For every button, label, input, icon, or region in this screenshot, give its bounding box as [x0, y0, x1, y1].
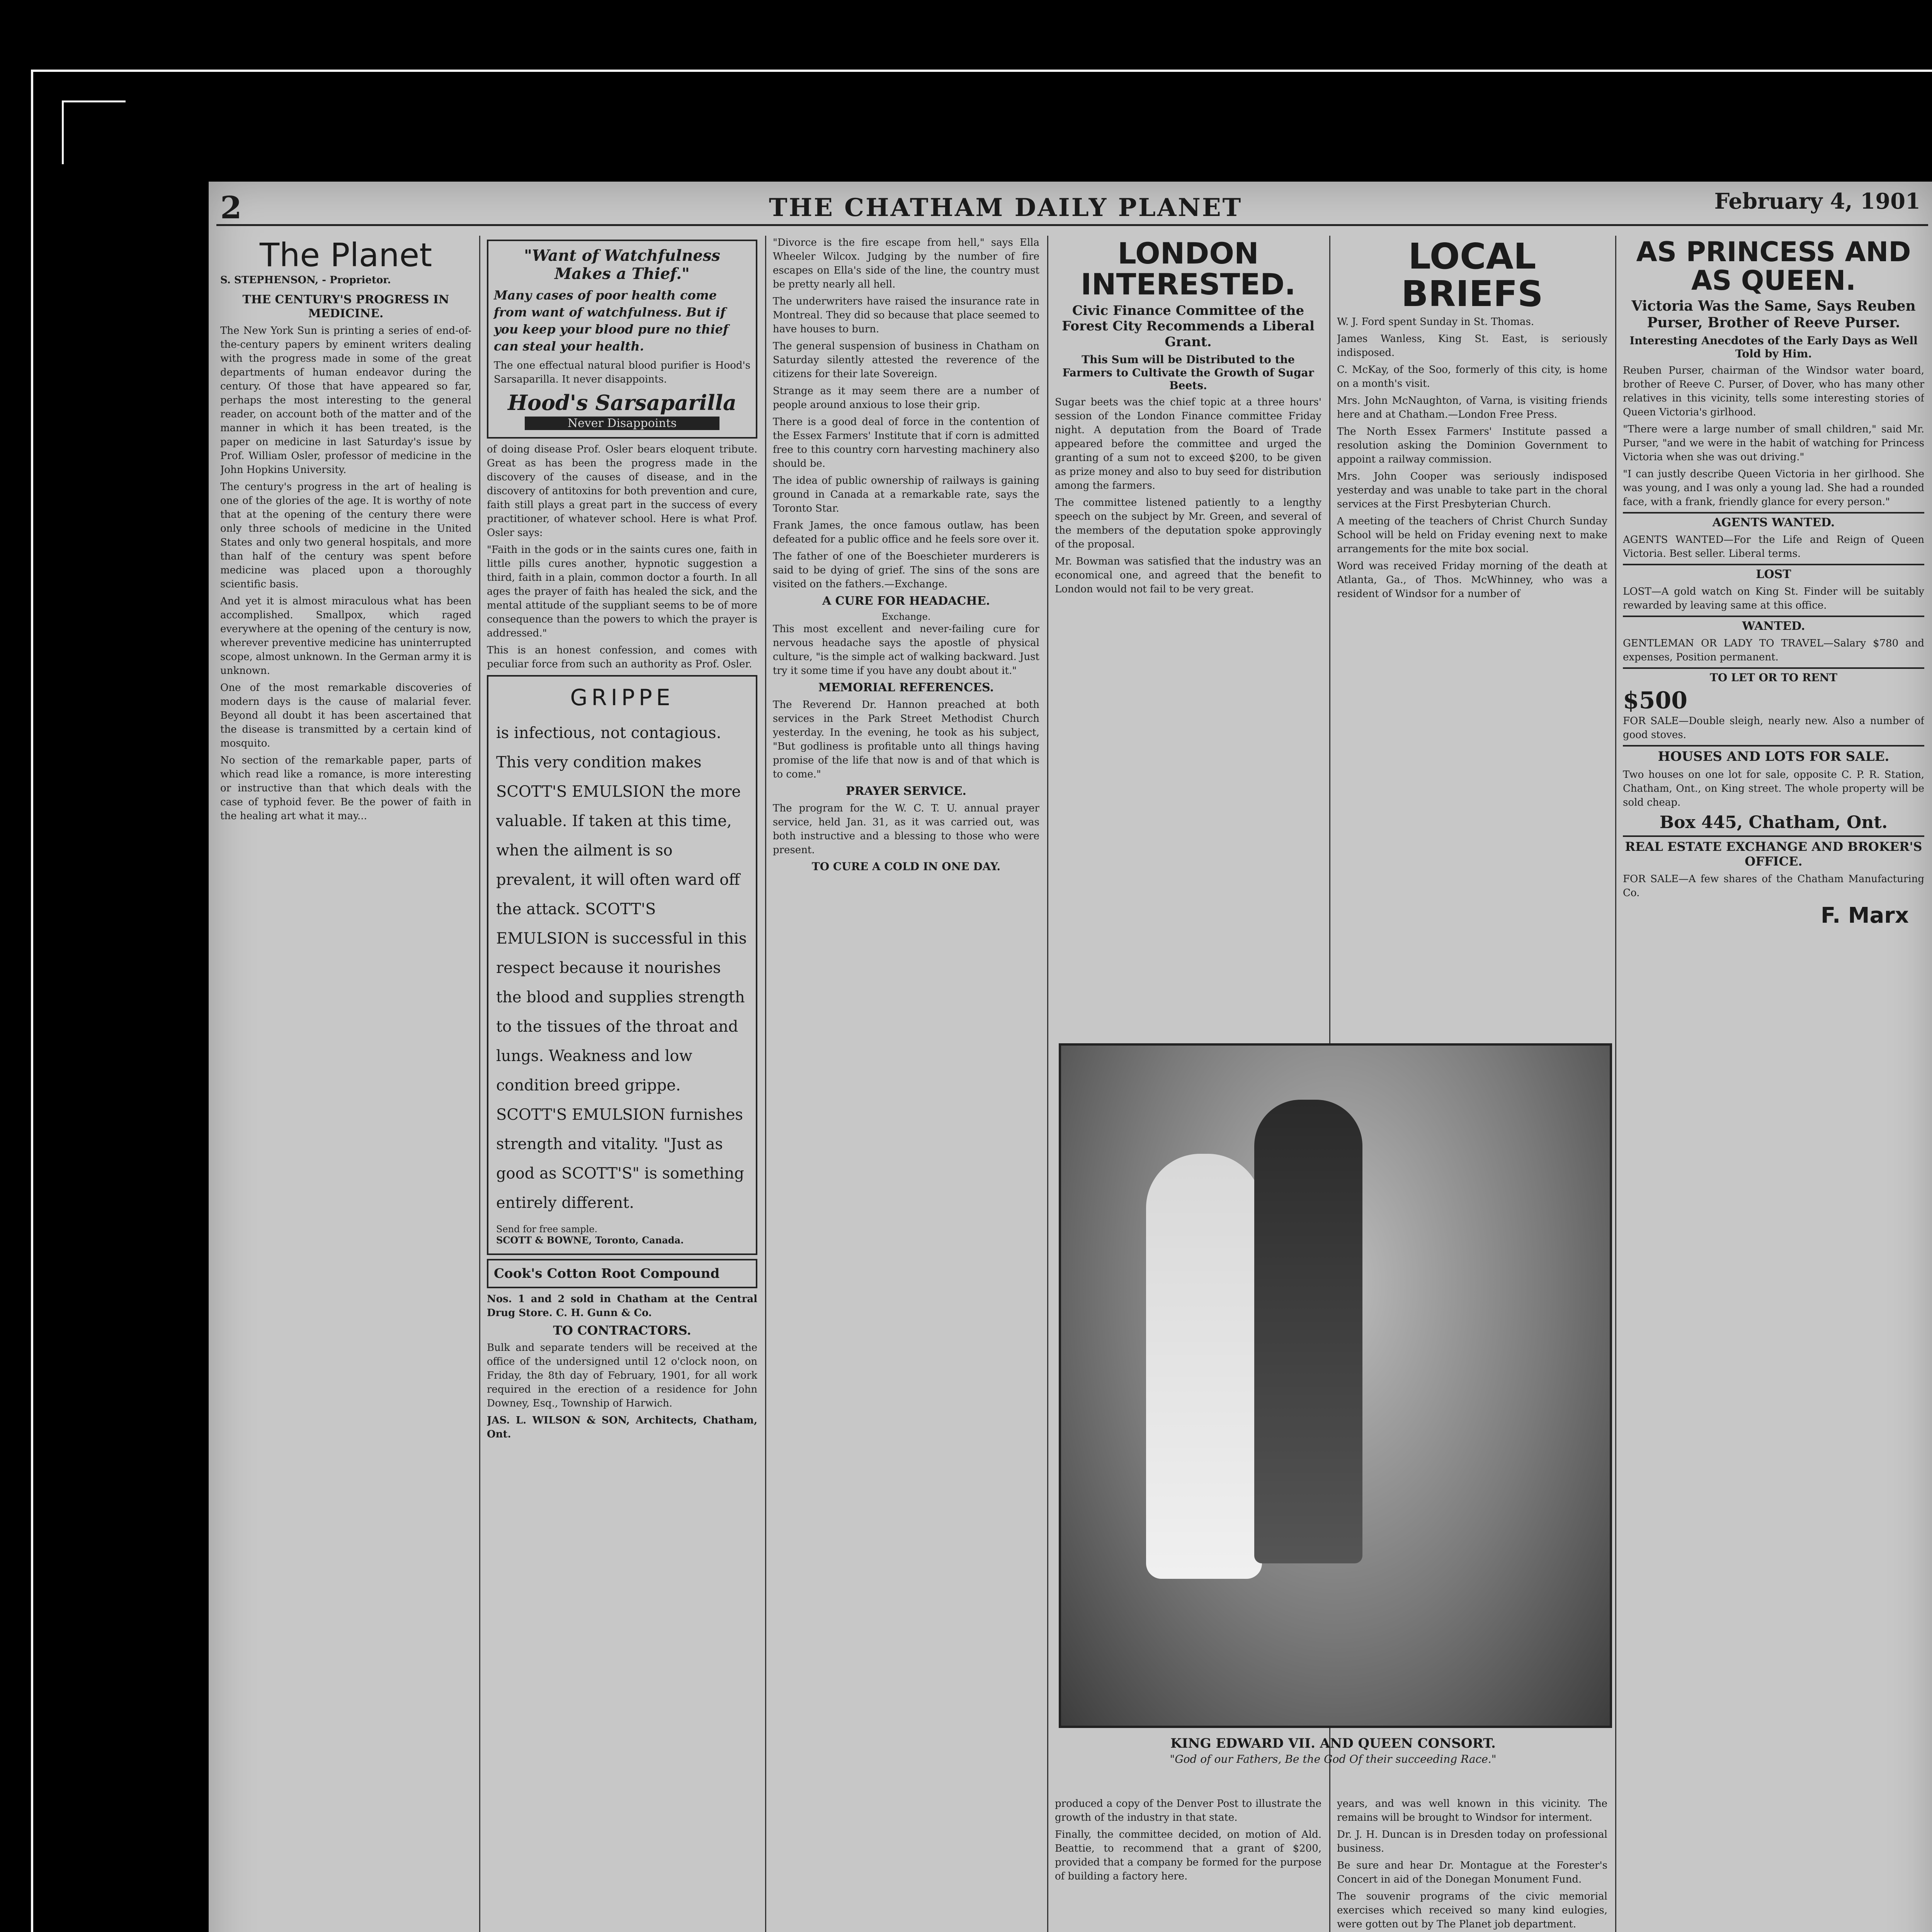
- editorial-title: The Planet: [259, 236, 432, 274]
- wanted-title: WANTED.: [1623, 616, 1924, 633]
- brief-paragraph: W. J. Ford spent Sunday in St. Thomas.: [1337, 316, 1534, 328]
- sale-text: FOR SALE—Double sleigh, nearly new. Also a number of good stoves.: [1623, 715, 1924, 741]
- article-heading: THE CENTURY'S PROGRESS IN MEDICINE.: [242, 293, 449, 321]
- masthead-rule: [216, 224, 1928, 226]
- brief-paragraph: Be sure and hear Dr. Montague at the Forester's Concert in aid of the Donegan Monument Fund.: [1337, 1860, 1607, 1885]
- lost-text: LOST—A gold watch on King St. Finder will be suitably rewarded by leaving same at this office.: [1623, 585, 1924, 611]
- rent-price: $500: [1623, 687, 1687, 714]
- houses-text: Two houses on one lot for sale, opposite C. P. R. Station, Chatham, Ont., on King street. The whole property will be sold cheap.: [1623, 769, 1924, 808]
- article-paragraph: The century's progress in the art of healing is one of the glories of the age. It is worthy of note that at the opening of the century there were only three schools of medicine in the United States and only two general hospitals, and more than half of the century was spent before medicine was placed upon a thoroughly scientific basis.: [220, 481, 471, 590]
- paper-title: THE CHATHAM DAILY PLANET: [769, 193, 1243, 222]
- brief-paragraph: Word was received Friday morning of the death at Atlanta, Ga., of Thos. McWhinney, who was a resident of Windsor for a number of: [1337, 560, 1607, 600]
- article-paragraph: of doing disease Prof. Osler bears eloquent tribute. Great as has been the progress made in the discovery of the causes of disease, and in the discovery of antitoxins for both prevention and cure, faith still plays a great part in the success of every practitioner, of whatever school. Here is what Prof. Osler says:: [487, 444, 757, 539]
- london-paragraph: Sugar beets was the chief topic at a three hours' session of the London Finance committee Friday night. A deputation from the Board of Trade appeared before the committee and urged the granting of a sum not to exceed $200, to be given as prize money and also to buy seed for distribution among the farmers.: [1055, 396, 1321, 492]
- brief-paragraph: James Wanless, King St. East, is seriously indisposed.: [1337, 333, 1607, 359]
- rent-title: TO LET OR TO RENT: [1623, 667, 1924, 684]
- grippe-text: is infectious, not contagious. This very condition makes SCOTT'S EMULSION the more valuable. If taken at this time, when the ailment is so prevalent, it will often ward off the attack. SCOTT'S EMULSION is successful in this respect because it nourishes the blood and supplies strength to the tissues of the throat and lungs. Weakness and low condition breed grippe. SCOTT'S EMULSION furnishes strength and vitality. "Just as good as SCOTT'S" is something entirely different.: [496, 724, 747, 1212]
- column-planet: [220, 236, 471, 1932]
- london-paragraph: The committee listened patiently to a lengthy speech on the subject by Mr. Green, and several of the members of the deputation spoke approvingly of the proposal.: [1055, 497, 1321, 550]
- brief-paragraph: The souvenir programs of the civic memorial exercises which received so many kind eulogies, were gotten out by The Planet job department.: [1337, 1891, 1607, 1930]
- realestate-title: REAL ESTATE EXCHANGE AND BROKER'S OFFICE.: [1623, 835, 1924, 869]
- grippe-title: GRIPPE: [570, 684, 674, 711]
- king-figure: [1254, 1100, 1362, 1563]
- note-paragraph: There is a good deal of force in the contention of the Essex Farmers' Institute that if corn is admitted free to this country corn harvesting machinery also should be.: [773, 416, 1039, 469]
- masthead: [209, 182, 1932, 240]
- hoods-ad-body: Many cases of poor health come from want of watchfulness. But if you keep your blood pure no thief can steal your health.: [494, 288, 728, 354]
- photo-subcaption: "God of our Fathers, Be the God Of their succeeding Race.": [1170, 1753, 1497, 1765]
- note-paragraph: Strange as it may seem there are a number of people around anxious to lose their grip.: [773, 385, 1039, 411]
- article-paragraph: This is an honest confession, and comes with peculiar force from such an authority as Prof. Osler.: [487, 645, 757, 670]
- column-rule: [1047, 236, 1048, 1932]
- cook-compound-ad: [487, 1259, 757, 1288]
- column-london: [1055, 236, 1321, 1039]
- local-briefs-headline: LOCAL BRIEFS: [1401, 236, 1543, 315]
- cook-note: Nos. 1 and 2 sold in Chatham at the Central Drug Store. C. H. Gunn & Co.: [487, 1293, 757, 1319]
- hoods-brand: Hood's Sarsaparilla: [507, 390, 737, 415]
- note-paragraph: The general suspension of business in Chatham on Saturday silently attested the reverence of the citizens for their late Sovereign.: [773, 340, 1039, 380]
- box-address: Box 445, Chatham, Ont.: [1659, 812, 1888, 832]
- column-ads-left: [487, 236, 757, 1932]
- london-paragraph: produced a copy of the Denver Post to illustrate the growth of the industry in that state.: [1055, 1798, 1321, 1823]
- london-headline: LONDON INTERESTED.: [1080, 236, 1296, 301]
- signature-marx: F. Marx: [1820, 903, 1909, 928]
- wanted-text: GENTLEMAN OR LADY TO TRAVEL—Salary $780 and expenses, Position permanent.: [1623, 637, 1924, 663]
- headache-source: Exchange.: [881, 611, 931, 622]
- proprietor-line: S. STEPHENSON, - Proprietor.: [220, 274, 391, 286]
- brief-paragraph: Mrs. John McNaughton, of Varna, is visiting friends here and at Chatham.—London Free Press.: [1337, 395, 1607, 421]
- cook-title: Cook's Cotton Root Compound: [494, 1266, 720, 1281]
- article-paragraph: And yet it is almost miraculous what has been accomplished. Smallpox, which raged everywhere at the opening of the century is now, wherever preventive medicine has uninterrupted scope, almost unknown. In the German army it is unknown.: [220, 595, 471, 677]
- column-local-briefs-continued: [1337, 1797, 1607, 1932]
- cold-cure-title: TO CURE A COLD IN ONE DAY.: [811, 860, 1001, 873]
- princess-deck: Victoria Was the Same, Says Reuben Purser, Brother of Reeve Purser.: [1631, 298, 1916, 331]
- issue-date: February 4, 1901: [1714, 189, 1920, 214]
- column-rule: [765, 236, 766, 1932]
- note-paragraph: The idea of public ownership of railways is gaining ground in Canada at a remarkable rate, says the Toronto Star.: [773, 475, 1039, 514]
- memorial-text: The Reverend Dr. Hannon preached at both services in the Park Street Methodist Church yesterday. In the evening, he took as his subject, "But godliness is profitable unto all things having promise of the life that now is and of that which is to come.": [773, 699, 1039, 780]
- page-number: 2: [220, 189, 242, 226]
- prayer-title: PRAYER SERVICE.: [846, 784, 966, 798]
- princess-paragraph: Reuben Purser, chairman of the Windsor water board, brother of Reeve C. Purser, of Dover, who has many other relatives in this vicinity, tells some interesting stories of Queen Victoria's girlhood.: [1623, 364, 1924, 418]
- hoods-ad-title: "Want of Watchfulness Makes a Thief.": [524, 247, 720, 283]
- headache-text: This most excellent and never-failing cure for nervous headache says the apostle of physical culture, "is the simple act of walking backward. Just try it some time if you have any doubt about it.": [773, 623, 1039, 677]
- newspaper-page: [209, 182, 1932, 1932]
- column-editorial-notes: [773, 236, 1039, 1932]
- note-paragraph: "Divorce is the fire escape from hell," says Ella Wheeler Wilcox. Judging by the number of fire escapes on Ella's side of the line, the country must be pretty nearly all hell.: [773, 237, 1039, 290]
- princess-headline: AS PRINCESS AND AS QUEEN.: [1636, 236, 1911, 296]
- contractors-title: TO CONTRACTORS.: [553, 1323, 691, 1338]
- grippe-sample: Send for free sample.: [496, 1224, 598, 1235]
- scotts-emulsion-ad: [487, 675, 757, 1255]
- brief-paragraph: C. McKay, of the Soo, formerly of this city, is home on a month's visit.: [1337, 364, 1607, 390]
- agents-title: AGENTS WANTED.: [1623, 512, 1924, 530]
- memorial-title: MEMORIAL REFERENCES.: [818, 681, 994, 694]
- houses-title: HOUSES AND LOTS FOR SALE.: [1623, 745, 1924, 765]
- headache-title: A CURE FOR HEADACHE.: [822, 594, 990, 608]
- brief-paragraph: Dr. J. H. Duncan is in Dresden today on professional business.: [1337, 1829, 1607, 1854]
- agents-text: AGENTS WANTED—For the Life and Reign of Queen Victoria. Best seller. Liberal terms.: [1623, 534, 1924, 560]
- brief-paragraph: Mrs. John Cooper was seriously indisposed yesterday and was unable to take part in the choral services at the First Presbyterian Church.: [1337, 471, 1607, 510]
- contractors-signature: JAS. L. WILSON & SON, Architects, Chatham, Ont.: [487, 1415, 757, 1440]
- photo-caption: KING EDWARD VII. AND QUEEN CONSORT.: [1170, 1736, 1496, 1751]
- prayer-text: The program for the W. C. T. U. annual prayer service, held Jan. 31, as it was carried out, was both instructive and a blessing to those who were present.: [773, 803, 1039, 856]
- hoods-ad-text: The one effectual natural blood purifier is Hood's Sarsaparilla. It never disappoints.: [494, 360, 750, 385]
- queen-figure: [1146, 1154, 1262, 1579]
- article-paragraph: One of the most remarkable discoveries of modern days is the cause of malarial fever. Beyond all doubt it has been ascertained that the disease is transmitted by a certain kind of mosquito.: [220, 682, 471, 750]
- royal-portrait-photo: [1059, 1043, 1612, 1728]
- princess-paragraph: "There were a large number of small children," said Mr. Purser, "and we were in the habit of watching for Princess Victoria when she was out driving.": [1623, 423, 1924, 463]
- london-paragraph: Finally, the committee decided, on motion of Ald. Beattie, to recommend that a grant of $200, provided that a company be formed for the purpose of building a factory here.: [1055, 1829, 1321, 1882]
- column-local-briefs: [1337, 236, 1607, 1039]
- princess-paragraph: "I can justly describe Queen Victoria in her girlhood. She was young, and I was only a young lad. She had a rounded face, with a frank, friendly glance for every person.": [1623, 468, 1924, 508]
- hoods-ad: [487, 240, 757, 439]
- article-paragraph: The New York Sun is printing a series of end-of-the-century papers by eminent writers dealing with the progress made in some of the great departments of human endeavor during the century. Of those that have appeared so far, perhaps the most interesting to the general reader, on account both of the matter and of the manner in which it has been treated, is the paper on medicine in last Saturday's issue by Prof. William Osler, professor of medicine in the John Hopkins University.: [220, 325, 471, 476]
- article-paragraph: No section of the remarkable paper, parts of which read like a romance, is more interesting or instructive than that which deals with the case of typhoid fever. Be the power of faith in the healing art what it may...: [220, 755, 471, 822]
- article-paragraph: "Faith in the gods or in the saints cures one, faith in little pills cures another, hypnotic suggestion a third, faith in a plain, common doctor a fourth. In all ages the prayer of faith has healed the sick, and the mental attitude of the suppliant seems to be of more consequence than the powers to which the prayer is addressed.": [487, 544, 757, 639]
- london-subdeck: This Sum will be Distributed to the Farmers to Cultivate the Growth of Sugar Beets.: [1062, 353, 1314, 392]
- brief-paragraph: A meeting of the teachers of Christ Church Sunday School will be held on Friday evening next to make arrangements for the mite box social.: [1337, 515, 1607, 555]
- princess-subdeck: Interesting Anecdotes of the Early Days as Well Told by Him.: [1629, 334, 1918, 360]
- lost-title: LOST: [1623, 564, 1924, 582]
- note-paragraph: Frank James, the once famous outlaw, has been defeated for a public office and he feels sore over it.: [773, 520, 1039, 545]
- column-rule: [1615, 236, 1616, 1932]
- column-rule: [479, 236, 480, 1932]
- column-princess-queen: [1623, 236, 1924, 1932]
- contractors-text: Bulk and separate tenders will be received at the office of the undersigned until 12 o'clock noon, on Friday, the 8th day of February, 1901, for all work required in the erection of a residence for John Downey, Esq., Township of Harwich.: [487, 1342, 757, 1410]
- note-paragraph: The underwriters have raised the insurance rate in Montreal. They did so because that place seemed to have houses to burn.: [773, 296, 1039, 335]
- realestate-text: FOR SALE—A few shares of the Chatham Manufacturing Co.: [1623, 873, 1924, 899]
- note-paragraph: The father of one of the Boeschieter murderers is said to be dying of grief. The sins of the sons are visited on the fathers.—Exchange.: [773, 551, 1039, 590]
- photo-caption-block: [1059, 1731, 1607, 1765]
- grippe-firm: SCOTT & BOWNE, Toronto, Canada.: [496, 1235, 684, 1246]
- brief-paragraph: The North Essex Farmers' Institute passed a resolution asking the Dominion Government to appoint a railway commission.: [1337, 426, 1607, 466]
- london-deck: Civic Finance Committee of the Forest City Recommends a Liberal Grant.: [1062, 303, 1315, 350]
- column-london-continued: [1055, 1797, 1321, 1932]
- crop-mark-top-left: [62, 100, 126, 164]
- hoods-slogan: Never Disappoints: [525, 417, 719, 430]
- brief-paragraph: years, and was well known in this vicinity. The remains will be brought to Windsor for interment.: [1337, 1798, 1607, 1823]
- london-paragraph: Mr. Bowman was satisfied that the industry was an economical one, and agreed that the benefit to London would not fail to be very great.: [1055, 555, 1321, 595]
